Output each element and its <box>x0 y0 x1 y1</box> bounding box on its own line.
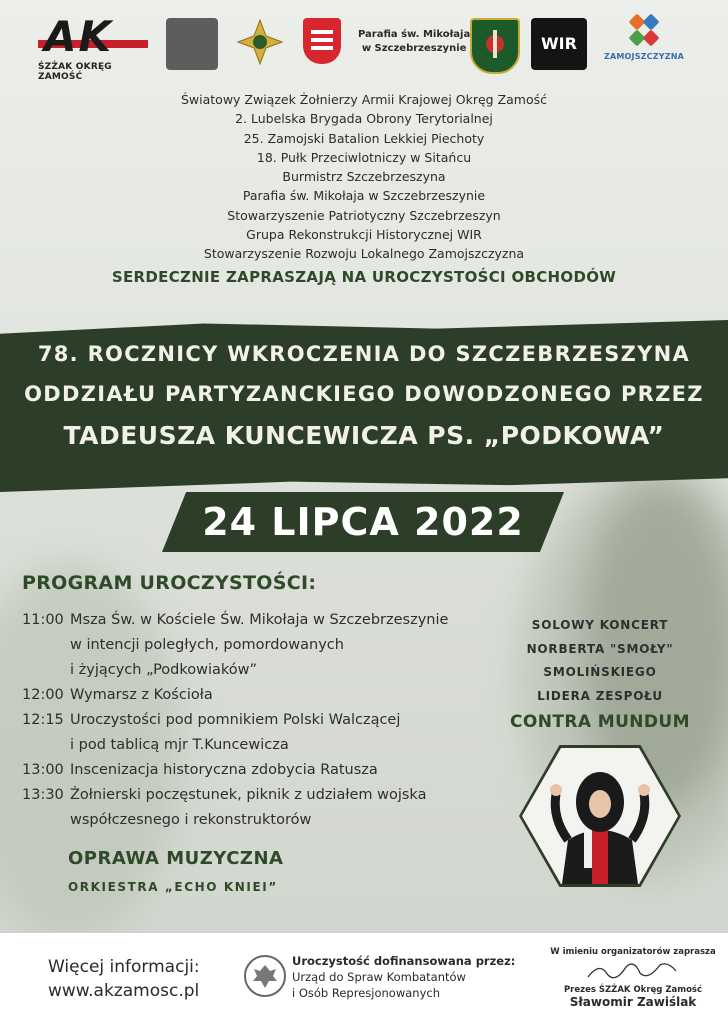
concert-line: LIDERA ZESPOŁU <box>537 688 663 703</box>
signature-block <box>548 947 718 1009</box>
website-link[interactable]: www.akzamosc.pl <box>48 981 200 1001</box>
logos-row <box>0 0 728 86</box>
anniversary-banner-text <box>0 334 728 458</box>
town-coat-of-arms-icon <box>303 18 341 64</box>
music-title: OPRAWA MUZYCZNA <box>68 848 284 869</box>
program-text: Uroczystości pod pomnikiem Polski Walczącej <box>70 712 401 728</box>
territorial-defence-cross-icon <box>236 18 284 66</box>
zamojszczyzna-caption: ZAMOJSZCZYZNA <box>603 52 685 61</box>
program-text: Wymarsz z Kościoła <box>70 687 213 703</box>
concert-line: SMOLIŃSKIEGO <box>543 665 657 679</box>
program-time: 13:30 <box>22 787 64 803</box>
funding-line1: Urząd do Spraw Kombatantów <box>292 970 466 984</box>
organizer-line: 25. Zamojski Batalion Lekkiej Piechoty <box>243 130 485 146</box>
eagle-emblem-icon <box>244 955 286 997</box>
signature-name: Sławomir Zawiślak <box>569 995 697 1009</box>
program-item <box>22 708 512 758</box>
signature-role: Prezes ŚZŻAK Okręg Zamość <box>563 985 703 995</box>
zamojszczyzna-logo <box>598 14 690 61</box>
funding-info <box>292 953 515 1001</box>
program-item <box>22 758 512 783</box>
program-item <box>22 783 512 833</box>
banner-line2: ODDZIAŁU PARTYZANCKIEGO DOWODZONEGO PRZEZ <box>24 382 704 406</box>
ak-mark-text: AK <box>44 12 114 61</box>
signature-invite-text: W imieniu organizatorów zaprasza <box>550 947 716 957</box>
concert-line: NORBERTA "SMOŁY" <box>526 641 674 656</box>
zamojszczyzna-mark-icon <box>627 14 661 48</box>
program-text: Msza Św. w Kościele Św. Mikołaja w Szczebrzeszynie <box>70 612 449 628</box>
invitation-heading: SERDECZNIE ZAPRASZAJĄ NA UROCZYSTOŚCI OBCHODÓW <box>111 268 617 286</box>
performer-photo-frame <box>519 745 681 887</box>
program-text: Inscenizacja historyczna zdobycia Ratusza <box>70 762 378 778</box>
program-item <box>22 608 512 683</box>
program-list <box>22 608 512 833</box>
footer <box>0 932 728 1025</box>
organizer-line: 18. Pułk Przeciwlotniczy w Sitańcu <box>256 149 472 165</box>
organizer-line: Grupa Rekonstrukcji Historycznej WIR <box>246 227 482 243</box>
performer-photo-inner <box>522 748 678 884</box>
program-text: i pod tablicą mjr T.Kuncewicza <box>70 737 289 753</box>
parafia-line1: Parafia św. Mikołaja <box>358 29 471 40</box>
wir-logo <box>531 18 587 70</box>
organizer-line: Stowarzyszenie Rozwoju Lokalnego Zamojszczyzna <box>203 246 525 262</box>
ak-mark <box>38 12 148 61</box>
program-time: 13:00 <box>22 762 64 778</box>
concert-info <box>500 614 700 732</box>
organizer-line: 2. Lubelska Brygada Obrony Terytorialnej <box>235 111 493 127</box>
program-item <box>22 683 512 708</box>
patriotic-association-shield-icon <box>470 18 520 74</box>
event-date: 24 LIPCA 2022 <box>202 500 524 544</box>
concert-line: SOLOWY KONCERT <box>531 618 669 632</box>
brigade-badge-icon <box>166 18 218 70</box>
organizer-line: Światowy Związek Żołnierzy Armii Krajowej Okręg Zamość <box>180 92 548 107</box>
program-title: PROGRAM UROCZYSTOŚCI: <box>22 572 317 594</box>
more-info-label: Więcej informacji: <box>48 957 200 977</box>
organizer-line: Burmistrz Szczebrzeszyna <box>282 169 446 185</box>
parafia-logo-text <box>358 28 470 56</box>
organizer-line: Parafia św. Mikołaja w Szczebrzeszynie <box>242 188 486 204</box>
parafia-line2: w Szczebrzeszynie <box>361 43 467 54</box>
organizers-list <box>0 90 728 264</box>
program-text: w intencji poległych, pomordowanych <box>70 637 344 653</box>
banner-line3: TADEUSZA KUNCEWICZA PS. „PODKOWA” <box>63 421 665 450</box>
program-time: 12:15 <box>22 712 64 728</box>
banner-line1: 78. ROCZNICY WKROCZENIA DO SZCZEBRZESZYNA <box>37 342 691 366</box>
handwritten-signature <box>548 957 718 985</box>
funding-line2: i Osób Represjonowanych <box>292 986 440 1000</box>
music-subtitle: ORKIESTRA „ECHO KNIEI” <box>68 880 278 894</box>
organizer-line: Stowarzyszenie Patriotyczny Szczebrzeszyn <box>227 207 501 223</box>
program-time: 12:00 <box>22 687 64 703</box>
program-text: Żołnierski poczęstunek, piknik z udziałem wojska <box>70 787 427 803</box>
program-text: współczesnego i rekonstruktorów <box>70 812 312 828</box>
band-name: CONTRA MUNDUM <box>510 712 690 732</box>
wir-mark: WIR <box>541 34 577 53</box>
program-text: i żyjących „Podkowiaków” <box>70 662 258 678</box>
szzak-caption: ŚZŻAK OKRĘG ZAMOŚĆ <box>38 62 112 82</box>
performer-photo <box>519 745 681 887</box>
ak-logo <box>38 12 150 82</box>
funding-label: Uroczystość dofinansowana przez: <box>292 954 516 968</box>
program-time: 11:00 <box>22 612 64 628</box>
performer-figure-icon <box>522 748 678 884</box>
